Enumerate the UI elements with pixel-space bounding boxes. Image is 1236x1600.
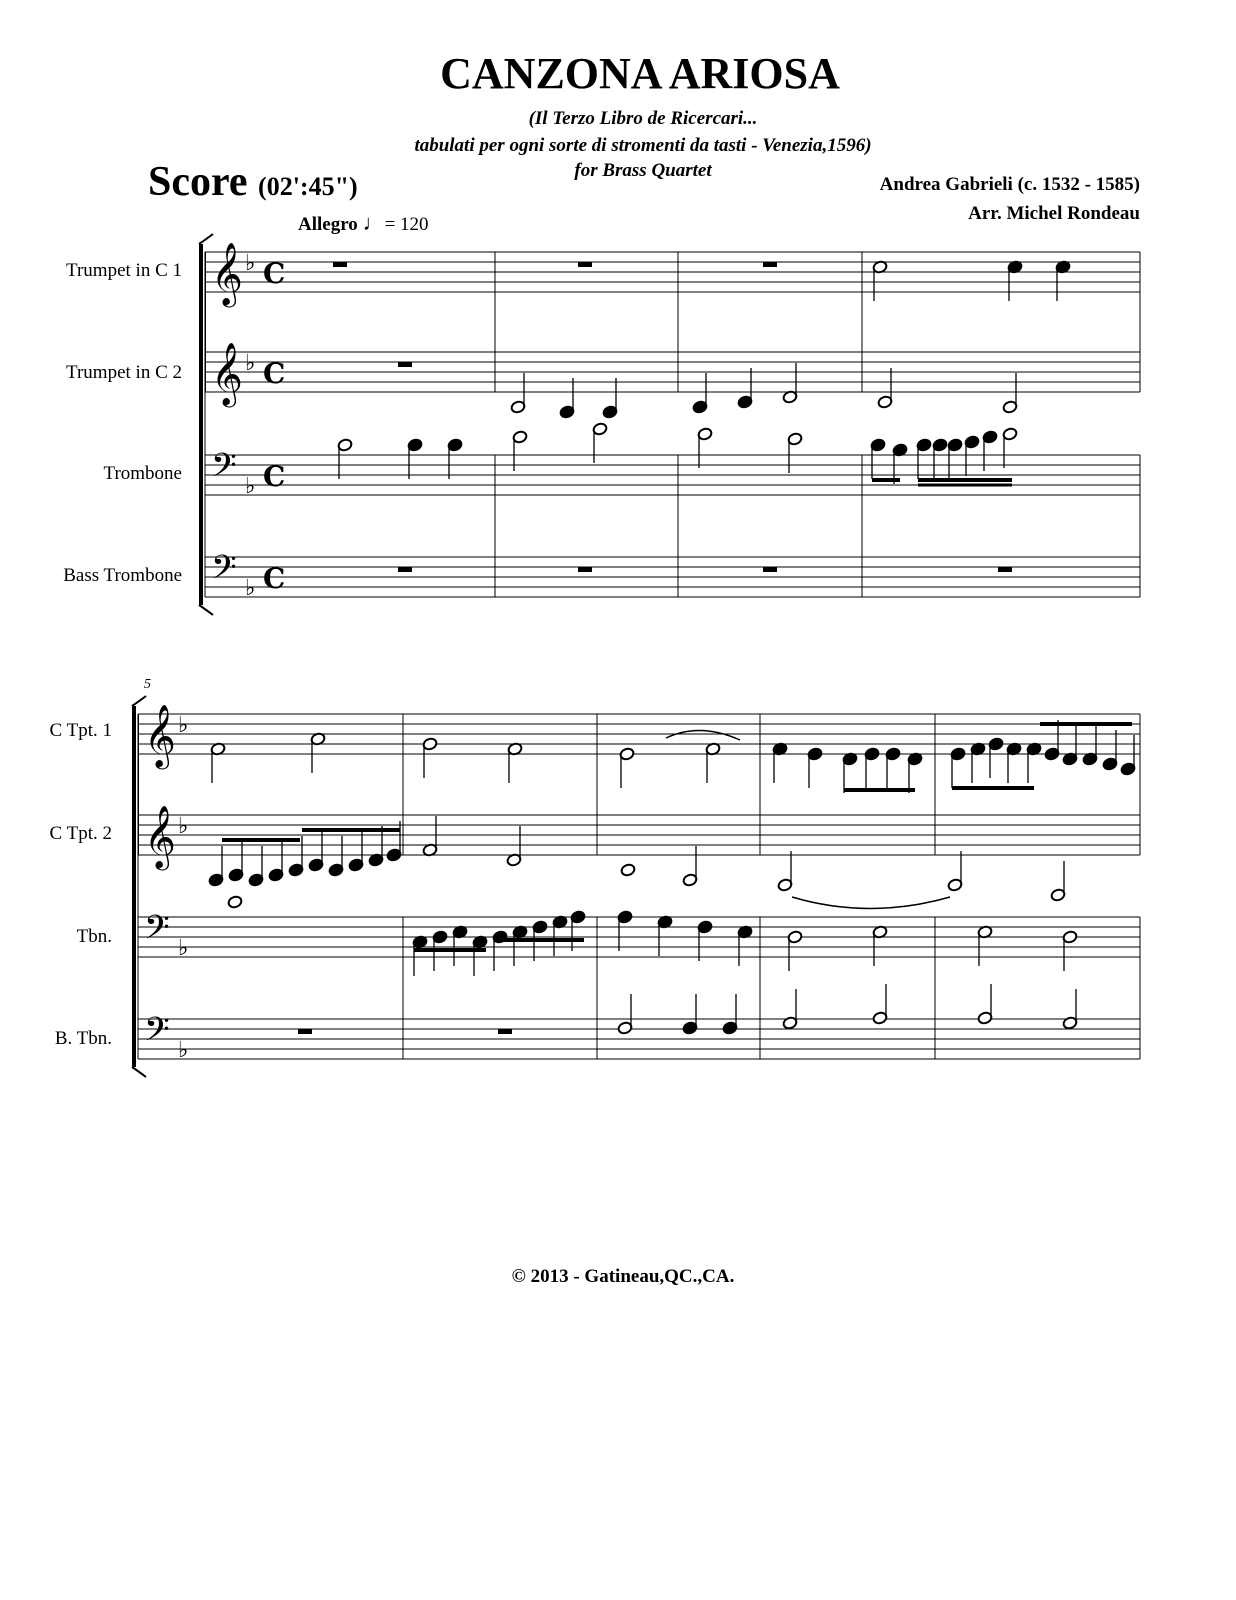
- whole-rest: [398, 362, 412, 367]
- instrument-label-trumpet-2: Trumpet in C 2: [66, 362, 182, 383]
- bass-clef-icon: 𝄢: [211, 447, 237, 493]
- bracket-bottom: [199, 605, 213, 615]
- copyright: © 2013 - Gatineau,QC.,CA.: [511, 1266, 735, 1287]
- tie: [666, 730, 740, 740]
- whole-rest: [398, 567, 412, 572]
- whole-rest: [763, 262, 777, 267]
- beam: [918, 484, 1012, 487]
- beam: [302, 828, 400, 832]
- tempo-bpm: = 120: [384, 214, 429, 235]
- treble-clef-icon: 𝄞: [211, 342, 243, 405]
- common-time-icon: C: [263, 257, 286, 290]
- flat-icon: ♭: [178, 814, 189, 839]
- whole-rest: [578, 262, 592, 267]
- score-label: Score: [148, 159, 248, 205]
- flat-icon: ♭: [245, 251, 256, 276]
- page-title: CANZONA ARIOSA: [440, 49, 840, 98]
- measure-number: 5: [144, 677, 151, 692]
- bass-clef-icon: 𝄢: [144, 909, 170, 955]
- notes: [208, 260, 1136, 1035]
- whole-note: [620, 863, 636, 877]
- beam: [844, 788, 915, 792]
- composer: Andrea Gabrieli (c. 1532 - 1585): [879, 174, 1140, 195]
- instrument-label-bass-trombone: Bass Trombone: [63, 565, 182, 586]
- whole-rest: [333, 262, 347, 267]
- whole-rest: [998, 567, 1012, 572]
- common-time-icon: C: [263, 357, 286, 390]
- tie: [792, 897, 950, 909]
- instrument-label-trombone: Trombone: [103, 463, 182, 484]
- flat-icon: ♭: [178, 713, 189, 738]
- bracket-bottom: [132, 1067, 146, 1077]
- whole-note: [227, 895, 243, 909]
- whole-rest: [578, 567, 592, 572]
- beam: [494, 938, 584, 942]
- arranger: Arr. Michel Rondeau: [968, 203, 1140, 224]
- flat-icon: ♭: [178, 1038, 189, 1063]
- staff-lines: [132, 234, 1140, 1077]
- instrument-label-tbn: Tbn.: [76, 926, 112, 947]
- flat-icon: ♭: [245, 351, 256, 376]
- common-time-icon: C: [263, 562, 286, 595]
- subtitle-line-2: tabulati per ogni sorte di stromenti da tasti - Venezia,1596): [414, 135, 872, 156]
- duration: (02':45"): [258, 172, 358, 201]
- whole-rest: [298, 1029, 312, 1034]
- subtitle-line-3: for Brass Quartet: [574, 160, 712, 181]
- beam: [414, 948, 486, 952]
- whole-rest: [498, 1029, 512, 1034]
- treble-clef-icon: 𝄞: [144, 704, 176, 767]
- tempo-text: Allegro: [298, 214, 358, 235]
- treble-clef-icon: 𝄞: [144, 805, 176, 868]
- instrument-label-b-tbn: B. Tbn.: [54, 1028, 112, 1049]
- quarter-note-icon: ♩: [362, 210, 385, 235]
- beam: [952, 786, 1034, 790]
- treble-clef-icon: 𝄞: [211, 242, 243, 305]
- subtitle-line-1: (Il Terzo Libro de Ricercari...: [528, 108, 758, 129]
- bass-clef-icon: 𝄢: [144, 1011, 170, 1057]
- beam: [872, 478, 900, 482]
- beam: [222, 838, 300, 842]
- flat-icon: ♭: [245, 576, 256, 601]
- common-time-icon: C: [263, 460, 286, 493]
- instrument-label-c-tpt-1: C Tpt. 1: [49, 720, 112, 741]
- bass-clef-icon: 𝄢: [211, 549, 237, 595]
- flat-icon: ♭: [178, 936, 189, 961]
- whole-rest: [763, 567, 777, 572]
- instrument-label-trumpet-1: Trumpet in C 1: [66, 260, 182, 281]
- beam: [1040, 722, 1132, 726]
- instrument-label-c-tpt-2: C Tpt. 2: [49, 823, 112, 844]
- beam: [918, 478, 1012, 482]
- flat-icon: ♭: [245, 474, 256, 499]
